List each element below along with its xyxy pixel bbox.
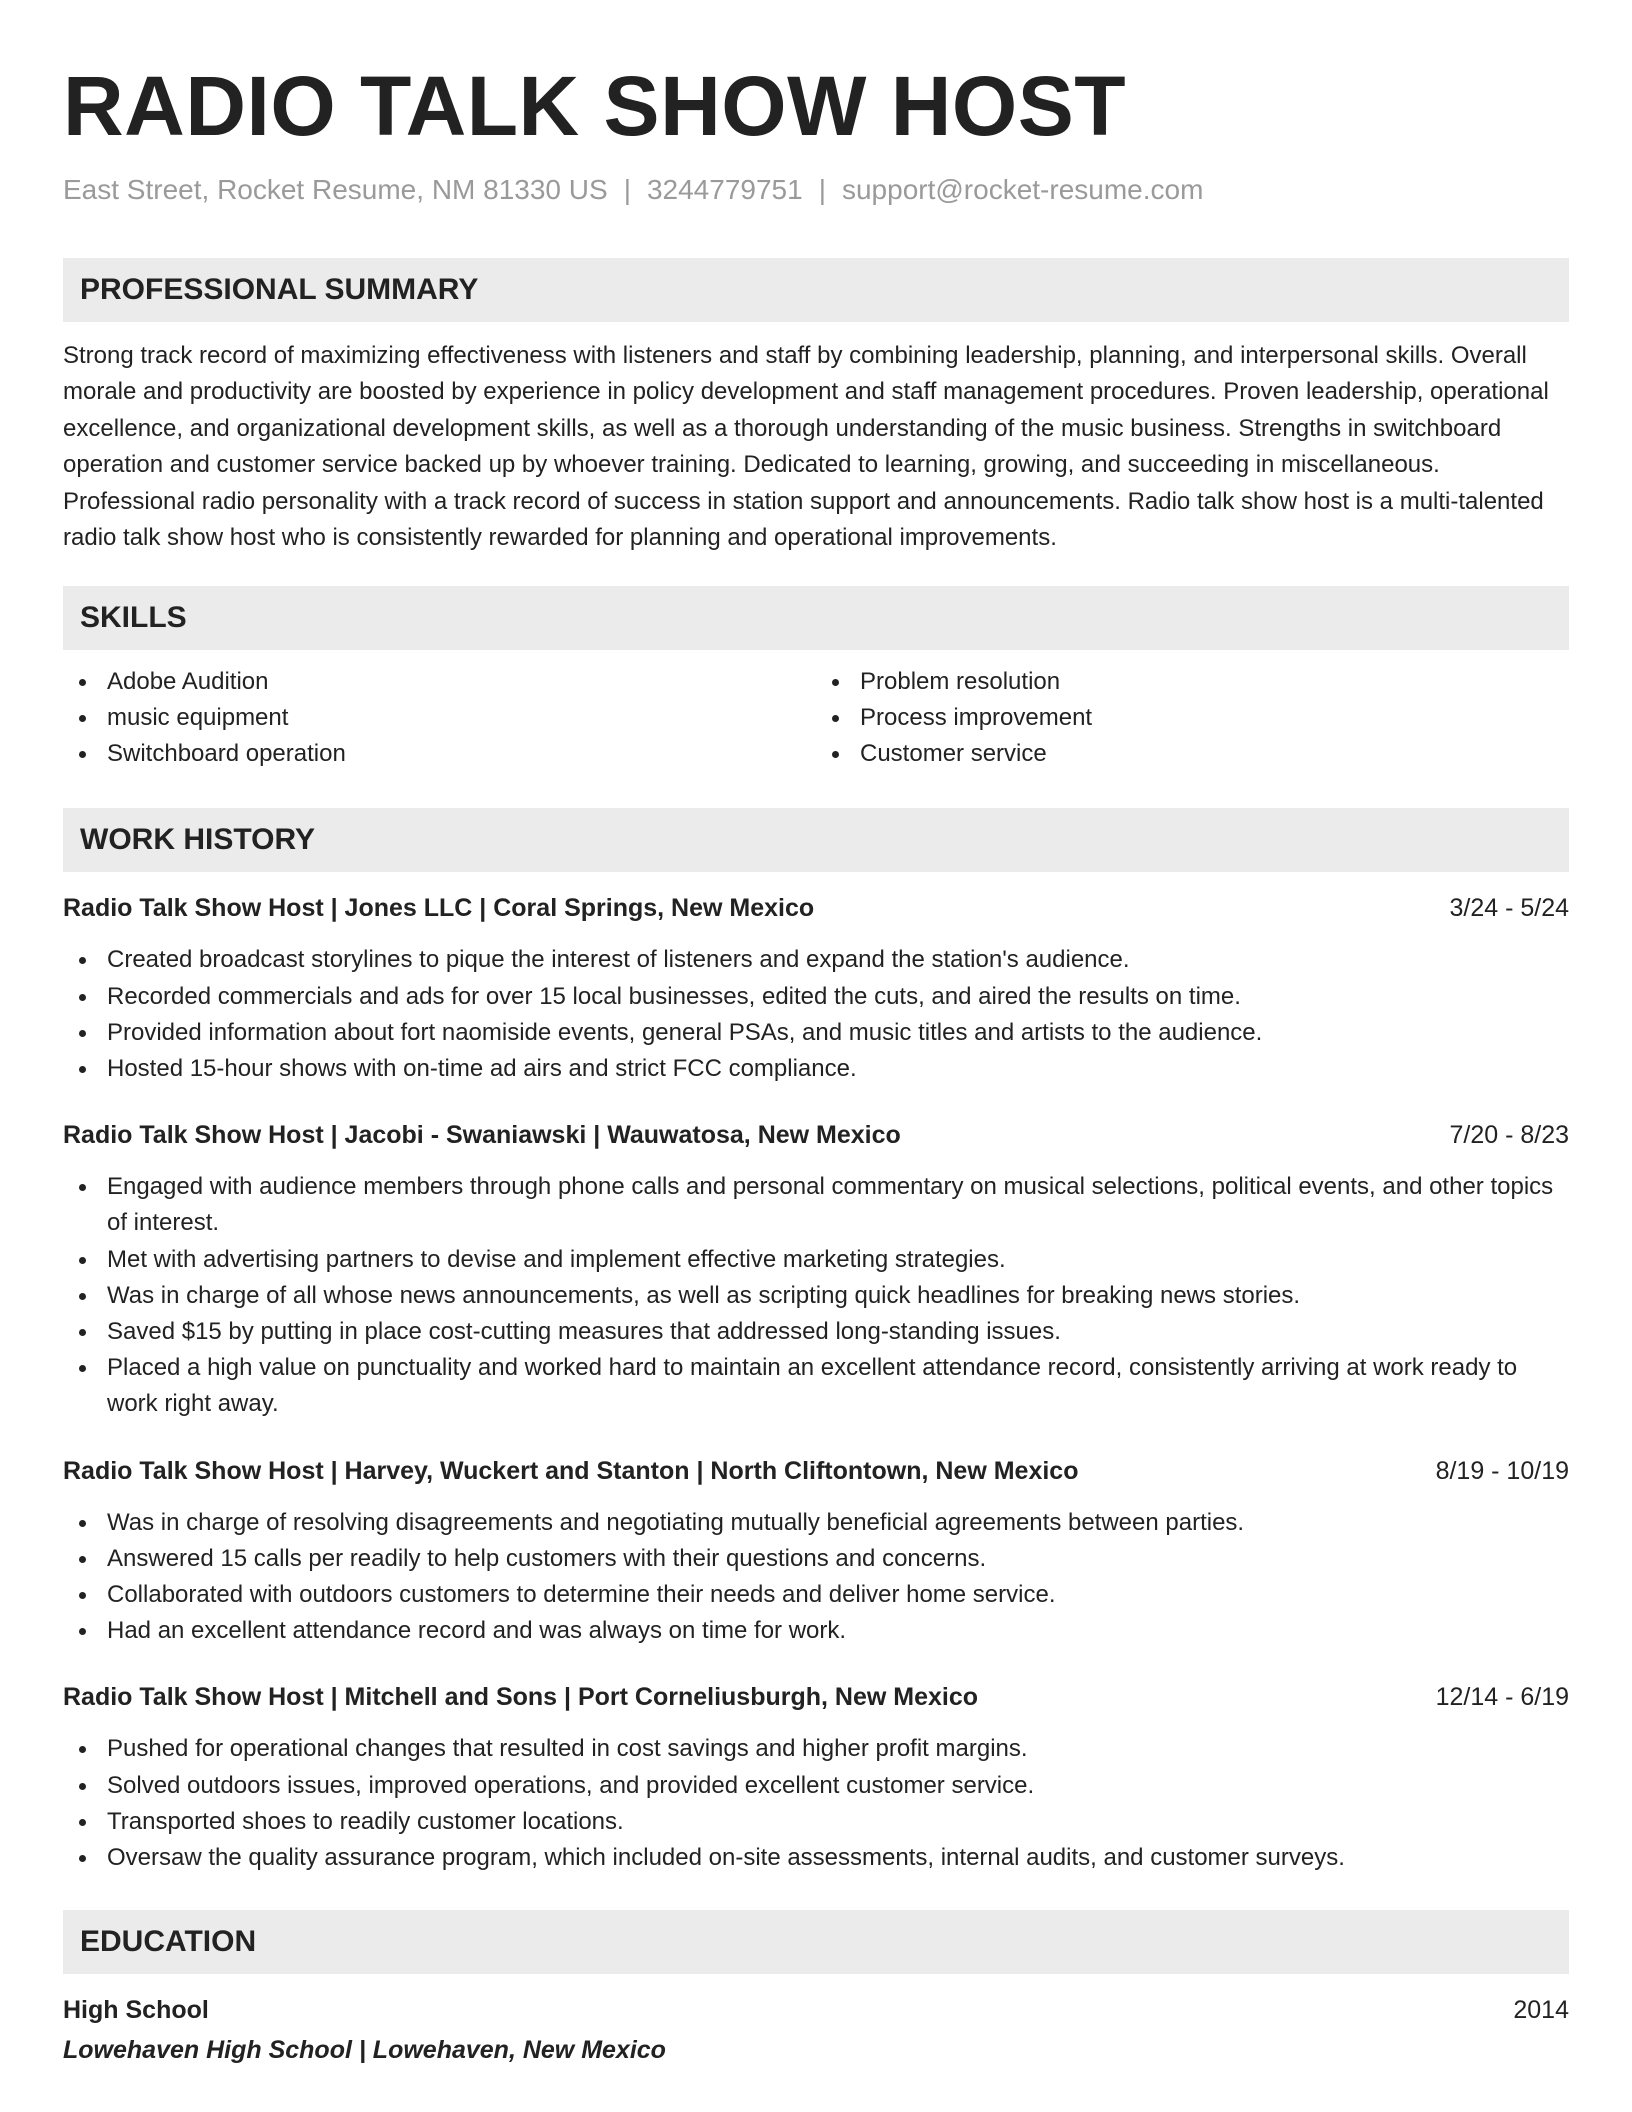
resume-name: RADIO TALK SHOW HOST (63, 59, 1127, 153)
work-history-heading: WORK HISTORY (63, 808, 1569, 872)
job-entry (63, 1453, 1569, 1650)
job-bullet: Saved $15 by putting in place cost-cutting measures that addressed long-standing issues. (63, 1314, 1569, 1350)
job-dates: 8/19 - 10/19 (1435, 1456, 1569, 1485)
job-bullet: Was in charge of resolving disagreements and negotiating mutually beneficial agreements between parties. (63, 1505, 1569, 1541)
job-title: Radio Talk Show Host | Jones LLC | Coral Springs, New Mexico (63, 894, 815, 923)
skills-list (63, 664, 1569, 772)
contact-email: support@rocket-resume.com (841, 174, 1204, 205)
job-title: Radio Talk Show Host | Harvey, Wuckert and Stanton | North Cliftontown, New Mexico (63, 1456, 1079, 1485)
skills-column-right (816, 664, 1569, 772)
education-heading: EDUCATION (63, 1910, 1569, 1974)
job-bullet: Had an excellent attendance record and was always on time for work. (63, 1613, 1569, 1649)
job-bullets (63, 1731, 1569, 1876)
job-entry (63, 1117, 1569, 1422)
job-bullet: Recorded commercials and ads for over 15 local businesses, edited the cuts, and aired the results on time. (63, 979, 1569, 1015)
job-bullet: Engaged with audience members through phone calls and personal commentary on musical selections, political events, and other topics of interest. (63, 1169, 1569, 1241)
job-header (63, 890, 1569, 926)
job-bullet: Solved outdoors issues, improved operations, and provided excellent customer service. (63, 1768, 1569, 1804)
skills-column-left (63, 664, 816, 772)
job-bullet: Was in charge of all whose news announcements, as well as scripting quick headlines for breaking news stories. (63, 1278, 1569, 1314)
contact-phone: 3244779751 (646, 174, 803, 205)
job-title: Radio Talk Show Host | Mitchell and Sons | Port Corneliusburgh, New Mexico (63, 1683, 979, 1712)
job-bullet: Pushed for operational changes that resulted in cost savings and higher profit margins. (63, 1731, 1569, 1767)
education-degree: High School (63, 1996, 209, 2025)
job-bullets (63, 1505, 1569, 1650)
skill-item: Problem resolution (816, 664, 1569, 700)
contact-separator: | (623, 174, 631, 205)
skills-heading: SKILLS (63, 586, 1569, 650)
skill-item: Adobe Audition (63, 664, 816, 700)
contact-line (63, 172, 1569, 208)
job-title: Radio Talk Show Host | Jacobi - Swaniawski | Wauwatosa, New Mexico (63, 1121, 901, 1150)
job-bullets (63, 1169, 1569, 1422)
job-dates: 12/14 - 6/19 (1435, 1683, 1569, 1712)
job-bullet: Collaborated with outdoors customers to determine their needs and deliver home service. (63, 1577, 1569, 1613)
job-entry (63, 890, 1569, 1087)
summary-text: Strong track record of maximizing effectiveness with listeners and staff by combining leadership, planning, and interpersonal skills. Overall morale and productivity are boosted by experience in policy development and staff management procedures. Proven leadership, operational excellence, and organizational development skills, as well as a thorough understanding of the music business. Strengths in switchboard operation and customer service backed up by whoever training. Dedicated to learning, growing, and succeeding in miscellaneous. Professional radio personality with a track record of success in station support and announcements. Radio talk show host is a multi-talented radio talk show host who is consistently rewarded for planning and operational improvements. (63, 342, 1549, 552)
education-entry (63, 1992, 1569, 2028)
job-header (63, 1679, 1569, 1715)
job-dates: 3/24 - 5/24 (1449, 894, 1569, 923)
job-header (63, 1453, 1569, 1489)
education-school: Lowehaven High School | Lowehaven, New Mexico (63, 2036, 666, 2065)
job-bullet: Answered 15 calls per readily to help customers with their questions and concerns. (63, 1541, 1569, 1577)
job-bullet: Transported shoes to readily customer locations. (63, 1804, 1569, 1840)
education-year: 2014 (1513, 1996, 1569, 2025)
skill-item: Customer service (816, 736, 1569, 772)
job-dates: 7/20 - 8/23 (1449, 1121, 1569, 1150)
skill-item: Switchboard operation (63, 736, 816, 772)
job-bullet: Created broadcast storylines to pique the interest of listeners and expand the station's audience. (63, 942, 1569, 978)
skill-item: Process improvement (816, 700, 1569, 736)
job-bullet: Provided information about fort naomiside events, general PSAs, and music titles and artists to the audience. (63, 1015, 1569, 1051)
contact-separator: | (818, 174, 826, 205)
skill-item: music equipment (63, 700, 816, 736)
job-bullet: Met with advertising partners to devise and implement effective marketing strategies. (63, 1242, 1569, 1278)
job-bullets (63, 942, 1569, 1087)
job-entry (63, 1679, 1569, 1876)
job-header (63, 1117, 1569, 1153)
contact-address: East Street, Rocket Resume, NM 81330 US (63, 174, 608, 205)
summary-heading: PROFESSIONAL SUMMARY (63, 258, 1569, 322)
job-bullet: Hosted 15-hour shows with on-time ad airs and strict FCC compliance. (63, 1051, 1569, 1087)
job-bullet: Oversaw the quality assurance program, which included on-site assessments, internal audits, and customer surveys. (63, 1840, 1569, 1876)
job-bullet: Placed a high value on punctuality and worked hard to maintain an excellent attendance record, consistently arriving at work ready to work right away. (63, 1350, 1569, 1422)
